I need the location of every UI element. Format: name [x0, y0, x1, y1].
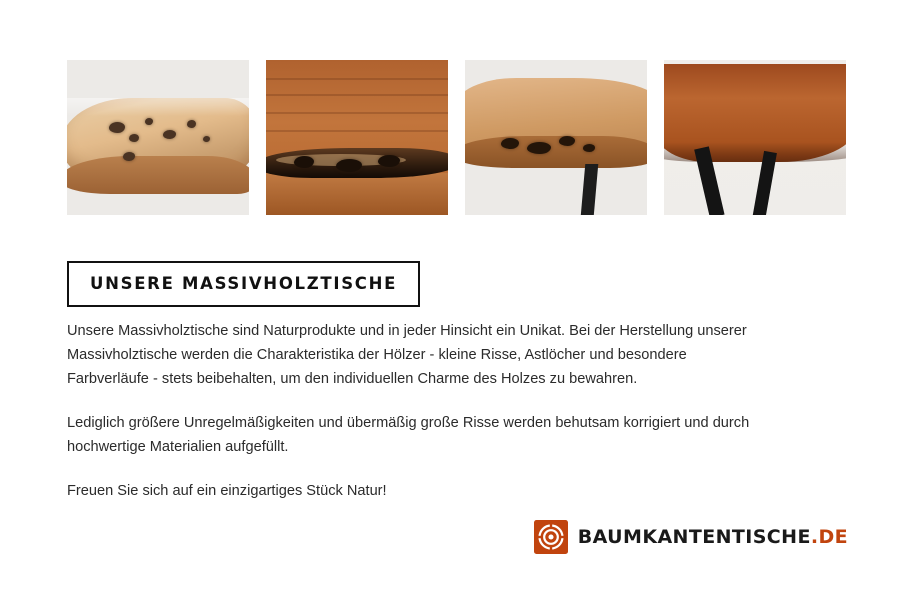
body-copy: [67, 319, 767, 503]
brand-tld: .DE: [810, 526, 848, 548]
lower-board-shape: [266, 173, 448, 215]
paragraph-3: Freuen Sie sich auf ein einzigartiges Stück Natur!: [67, 483, 387, 499]
gallery-image-4[interactable]: [664, 60, 846, 215]
brand-wordmark: [578, 526, 848, 548]
knot-icon: [145, 118, 153, 125]
knot-icon: [378, 155, 400, 167]
live-edge-shape: [67, 156, 249, 194]
paragraph-2: Lediglich größere Unregelmäßigkeiten und übermäßig große Risse werden behutsam korrigiert und durch hochwertige Materialien aufgefüllt.: [67, 415, 750, 455]
gallery-image-3[interactable]: [465, 60, 647, 215]
image-gallery: [67, 60, 847, 215]
table-leg-shape: [581, 164, 599, 215]
wood-grain-line: [266, 130, 448, 132]
table-top-shape: [664, 64, 846, 162]
knot-icon: [123, 152, 135, 161]
gallery-image-2[interactable]: [266, 60, 448, 215]
knot-icon: [559, 136, 575, 146]
live-edge-shape: [465, 136, 647, 168]
knot-icon: [336, 159, 362, 172]
gallery-image-1[interactable]: [67, 60, 249, 215]
knot-icon: [203, 136, 210, 142]
wood-grain-line: [266, 112, 448, 114]
knot-icon: [501, 138, 519, 149]
wood-grain-line: [266, 78, 448, 80]
wood-grain-line: [266, 94, 448, 96]
brand-logo[interactable]: [534, 520, 848, 554]
knot-icon: [527, 142, 551, 154]
knot-icon: [187, 120, 196, 128]
page-title: UNSERE MASSIVHOLZTISCHE: [90, 274, 398, 293]
knot-icon: [294, 156, 314, 168]
paragraph-1: Unsere Massivholztische sind Naturprodukte und in jeder Hinsicht ein Unikat. Bei der Herstellung unserer Massivholztische werden die Charakteristika der Hölzer - kleine Risse, Astlöcher und besondere Farbverläufe - stets beibehalten, um den individuellen Charme des Holzes zu bewahren.: [67, 323, 747, 387]
knot-icon: [129, 134, 139, 142]
knot-icon: [163, 130, 176, 139]
tree-ring-logo-icon: [534, 520, 568, 554]
knot-icon: [109, 122, 125, 133]
brand-name: BAUMKANTENTISCHE: [577, 526, 811, 548]
section-heading-box: [67, 261, 420, 307]
knot-icon: [583, 144, 595, 152]
